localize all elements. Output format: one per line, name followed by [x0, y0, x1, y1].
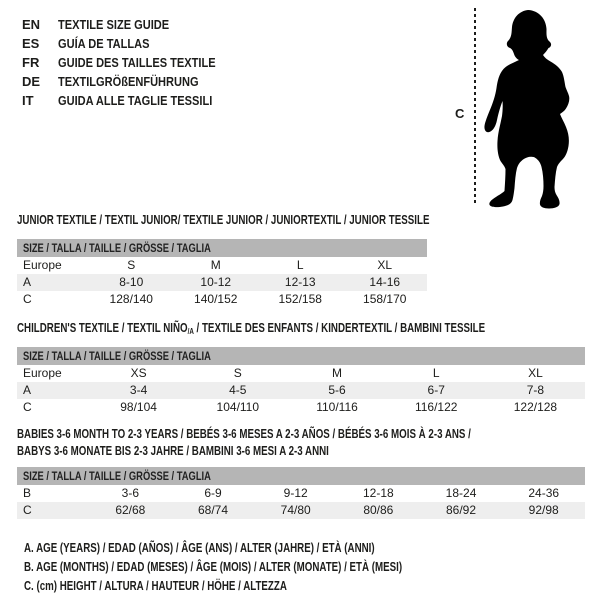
footnote-b: B. AGE (MONTHS) / EDAD (MESES) / ÂGE (MOIS) / ALTER (MONATE) / ETÀ (MESI) — [24, 560, 403, 574]
table-row — [17, 382, 585, 399]
row-label: C — [23, 400, 32, 414]
table-row — [17, 485, 585, 502]
table-rows — [17, 257, 427, 308]
babies-size-table — [17, 467, 585, 519]
table-cell: XS — [130, 366, 147, 380]
table-cell: 24-36 — [528, 486, 560, 500]
table-cell: M — [210, 258, 221, 272]
table-cell: 3-4 — [129, 383, 148, 397]
children-size-table — [17, 347, 585, 416]
table-cell: 8-10 — [119, 275, 144, 289]
table-row — [17, 291, 427, 308]
table-cell: 14-16 — [369, 275, 401, 289]
size-header-bar — [17, 467, 585, 485]
language-label: TEXTILE SIZE GUIDE — [58, 17, 170, 32]
table-cell: 7-8 — [526, 383, 545, 397]
language-row — [22, 72, 243, 91]
size-header-label: SIZE / TALLA / TAILLE / GRÖSSE / TAGLIA — [23, 241, 211, 255]
footnote-c: C. (cm) HEIGHT / ALTURA / HAUTEUR / HÖHE / ALTEZZA — [24, 579, 287, 593]
language-label: GUIDE DES TAILLES TEXTILE — [58, 55, 216, 70]
table-cell: 10-12 — [200, 275, 232, 289]
table-cell: 140/152 — [194, 292, 238, 306]
table-cell: 158/170 — [363, 292, 407, 306]
table-cell: 9-12 — [283, 486, 308, 500]
table-rows — [17, 365, 585, 416]
language-header — [22, 15, 243, 110]
table-cell: 4-5 — [229, 383, 247, 397]
table-cell: S — [127, 258, 136, 272]
section-title-children — [17, 320, 600, 340]
table-row — [17, 274, 427, 291]
table-row — [17, 399, 585, 416]
section-title-text: CHILDREN'S TEXTILE / TEXTIL NIÑO — [17, 321, 188, 335]
row-label: Europe — [23, 258, 62, 272]
table-cell: 80/86 — [363, 503, 394, 517]
table-rows — [17, 485, 585, 519]
section-title-text: JUNIOR TEXTILE / TEXTIL JUNIOR/ TEXTILE JUNIOR / JUNIORTEXTIL / JUNIOR TESSILE — [17, 213, 430, 227]
table-cell: 6-9 — [204, 486, 222, 500]
row-label: B — [23, 486, 32, 500]
language-row — [22, 15, 243, 34]
table-cell: 98/104 — [120, 400, 157, 414]
row-label: Europe — [23, 366, 62, 380]
row-label: A — [23, 383, 32, 397]
size-header-bar — [17, 239, 427, 257]
table-cell: M — [332, 366, 342, 380]
footnote-a: A. AGE (YEARS) / EDAD (AÑOS) / ÂGE (ANS) / ALTER (JAHRE) / ETÀ (ANNI) — [24, 541, 375, 555]
table-row — [17, 502, 585, 519]
table-cell: L — [432, 366, 440, 380]
table-cell: 152/158 — [278, 292, 322, 306]
baby-silhouette-icon — [482, 4, 598, 216]
table-cell: 18-24 — [445, 486, 477, 500]
section-title-sub: /A — [187, 327, 194, 336]
height-dashed-line — [474, 8, 476, 206]
height-measure-label: C — [455, 106, 465, 121]
language-row — [22, 53, 243, 72]
language-code: DE — [22, 74, 41, 89]
junior-size-table — [17, 239, 427, 308]
table-cell: 6-7 — [427, 383, 445, 397]
table-cell: 128/140 — [109, 292, 153, 306]
language-code: IT — [22, 93, 34, 108]
table-cell: 74/80 — [280, 503, 311, 517]
table-cell: 86/92 — [446, 503, 477, 517]
table-cell: 5-6 — [328, 383, 346, 397]
table-cell: 104/110 — [216, 400, 260, 414]
section-title-text: BABYS 3-6 MONATE BIS 2-3 JAHRE / BAMBINI 3-6 MESI A 2-3 ANNI — [17, 444, 329, 458]
language-label: GUIDA ALLE TAGLIE TESSILI — [58, 93, 213, 108]
table-cell: 3-6 — [121, 486, 139, 500]
row-label: A — [23, 275, 32, 289]
section-title-babies-line2 — [17, 443, 417, 459]
language-row — [22, 34, 243, 53]
section-title-text: / TEXTILE DES ENFANTS / KINDERTEXTIL / BAMBINI TESSILE — [193, 321, 486, 335]
table-cell: 122/128 — [513, 400, 558, 414]
table-row — [17, 365, 585, 382]
row-label: C — [23, 503, 32, 517]
table-cell: XL — [377, 258, 393, 272]
language-label: TEXTILGRÖßENFÜHRUNG — [58, 74, 199, 89]
language-code: EN — [22, 17, 41, 32]
language-label: GUÍA DE TALLAS — [58, 36, 150, 51]
section-title-junior — [17, 212, 546, 232]
footnotes — [24, 539, 509, 596]
language-row — [22, 91, 243, 110]
table-cell: 62/68 — [115, 503, 146, 517]
language-code: FR — [22, 55, 40, 70]
language-code: ES — [22, 36, 40, 51]
section-title-text: BABIES 3-6 MONTH TO 2-3 YEARS / BEBÉS 3-6 MESES A 2-3 AÑOS / BÉBÉS 3-6 MOIS À 2-3 ANS / — [17, 427, 471, 441]
row-label: C — [23, 292, 32, 306]
size-header-label: SIZE / TALLA / TAILLE / GRÖSSE / TAGLIA — [23, 469, 211, 483]
size-header-bar — [17, 347, 585, 365]
table-cell: XL — [528, 366, 543, 380]
table-cell: 116/122 — [414, 400, 458, 414]
table-cell: 12-18 — [363, 486, 394, 500]
section-title-babies — [17, 426, 599, 442]
table-cell: S — [233, 366, 242, 380]
table-cell: 12-13 — [284, 275, 316, 289]
size-header-label: SIZE / TALLA / TAILLE / GRÖSSE / TAGLIA — [23, 349, 211, 363]
table-cell: 68/74 — [197, 503, 229, 517]
table-row — [17, 257, 427, 274]
table-cell: L — [296, 258, 304, 272]
table-cell: 110/116 — [316, 400, 358, 414]
table-cell: 92/98 — [528, 503, 559, 517]
